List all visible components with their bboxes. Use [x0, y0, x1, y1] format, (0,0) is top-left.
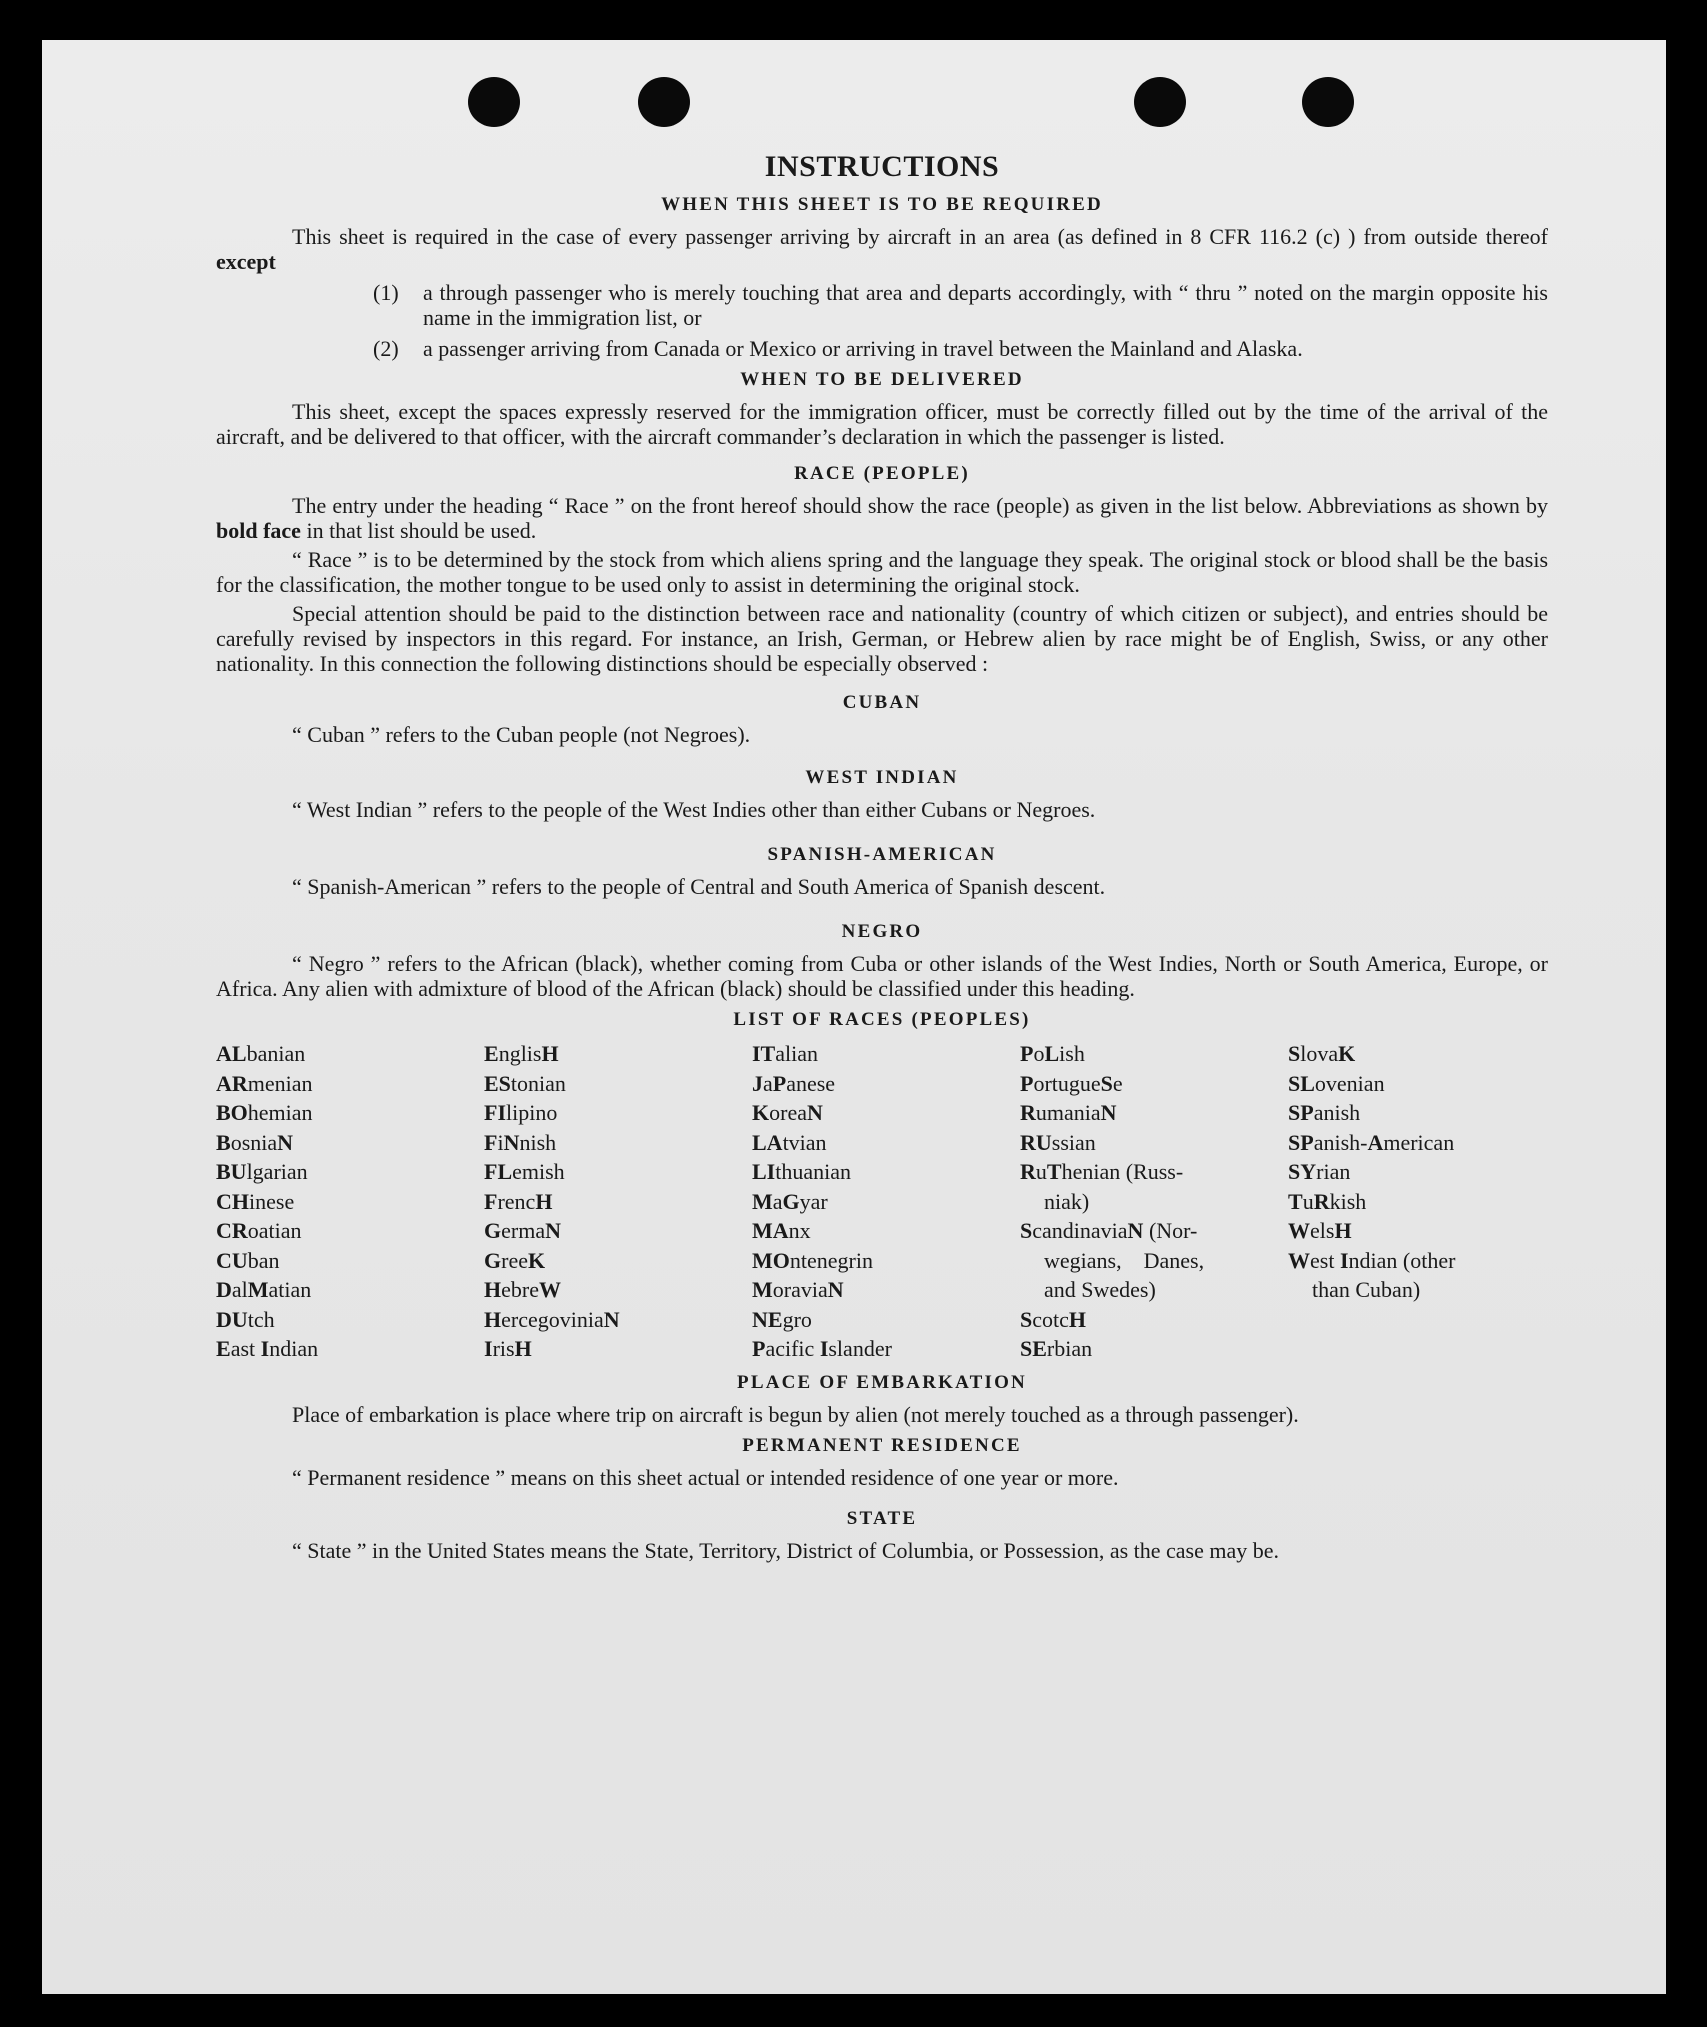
race-item: BOhemian [216, 1100, 313, 1125]
race-column [1288, 1039, 1548, 1364]
race-item: DalMatian [216, 1277, 312, 1302]
punch-hole [468, 77, 520, 127]
race-item: PoLish [1020, 1041, 1085, 1066]
race-item: FLemish [484, 1159, 565, 1184]
race-item: East Indian [216, 1336, 319, 1361]
embarkation-paragraph: Place of embarkation is place where trip on aircraft is begun by alien (not merely touched as a through passenger). [292, 1401, 1299, 1427]
race-item: HercegoviniaN [484, 1306, 620, 1332]
race-item: WelsH [1288, 1218, 1352, 1243]
race-text-a: The entry under the heading “ Race ” on the front hereof should show the race (people) as given in the list below. Abbreviations as shown by [292, 493, 1548, 518]
exception-text: a passenger arriving from Canada or Mexico or arriving in travel between the Mainland and Alaska. [423, 336, 1303, 361]
exception-text: a through passenger who is merely touching that area and departs accordingly, with “ thru ” noted on the margin opposite his name in the immigration list, or [423, 280, 1548, 330]
punch-hole [1302, 77, 1354, 127]
state-paragraph: “ State ” in the United States means the State, Territory, District of Columbia, or Possession, as the case may be. [292, 1537, 1280, 1563]
race-column [752, 1039, 1020, 1364]
race-list [216, 1039, 1548, 1364]
exception-item [373, 280, 1548, 330]
race-item: BosniaN [216, 1129, 294, 1155]
race-item: SPanish [1288, 1100, 1361, 1125]
race-item: ScandinaviaN (Nor- wegians, Danes, and Swedes) [1020, 1218, 1205, 1302]
race-item: SlovaK [1288, 1041, 1356, 1066]
bold-face-text: bold face [216, 518, 301, 543]
race-item: Pacific Islander [752, 1336, 892, 1361]
residence-paragraph: “ Permanent residence ” means on this sheet actual or intended residence of one year or more. [292, 1464, 1119, 1490]
race-item: IrisH [484, 1336, 532, 1361]
race-item: EnglisH [484, 1041, 559, 1066]
race-paragraph-1 [216, 493, 1548, 543]
race-item: West Indian (other than Cuban) [1288, 1247, 1456, 1302]
race-item: ScotcH [1020, 1306, 1087, 1332]
race-item: GreeK [484, 1247, 546, 1273]
when-required-text: This sheet is required in the case of every passenger arriving by aircraft in an area (as defined in 8 CFR 116.2 (c) ) from outside thereof [292, 224, 1548, 249]
punch-hole [638, 77, 690, 127]
exception-number: (1) [373, 280, 399, 305]
section-heading-cuban: CUBAN [842, 692, 922, 713]
exception-number: (2) [373, 336, 399, 361]
race-item: MAnx [752, 1218, 811, 1243]
race-item: ALbanian [216, 1041, 306, 1066]
race-item: SErbian [1020, 1336, 1093, 1361]
race-item: HebreW [484, 1277, 561, 1302]
race-column [1020, 1039, 1288, 1364]
page-title: INSTRUCTIONS [764, 150, 1000, 183]
race-item: MOntenegrin [752, 1247, 873, 1273]
when-required-paragraph [216, 224, 1548, 274]
instructions-content [216, 150, 1548, 1567]
race-item: EStonian [484, 1070, 566, 1096]
except-text: except [216, 249, 276, 274]
section-heading-negro: NEGRO [841, 921, 923, 942]
race-item: GermaN [484, 1218, 561, 1243]
race-item: PortugueSe [1020, 1070, 1123, 1096]
race-item: MaGyar [752, 1188, 828, 1214]
race-item: SLovenian [1288, 1070, 1385, 1096]
race-column [484, 1039, 752, 1364]
race-item: FiNnish [484, 1129, 557, 1155]
race-item: SYrian [1288, 1159, 1351, 1184]
race-item: MoraviaN [752, 1277, 844, 1302]
race-item: FIlipino [484, 1100, 558, 1125]
spanish-american-paragraph: “ Spanish-American ” refers to the people of Central and South America of Spanish descent. [292, 874, 1106, 899]
document-sheet [42, 40, 1666, 1994]
section-heading-when-delivered: WHEN TO BE DELIVERED [740, 369, 1024, 390]
negro-paragraph: “ Negro ” refers to the African (black), whether coming from Cuba or other islands of the West Indies, North or South America, Europe, or Africa. Any alien with admixture of blood of the African (black) should be classified under this heading. [216, 951, 1548, 1001]
race-item: DUtch [216, 1306, 275, 1332]
race-item: SPanish-American [1288, 1129, 1455, 1155]
section-heading-when-required: WHEN THIS SHEET IS TO BE REQUIRED [661, 194, 1103, 215]
race-item: CRoatian [216, 1218, 302, 1243]
race-item: JaPanese [752, 1070, 836, 1096]
race-text-c: in that list should be used. [300, 518, 537, 543]
race-item: RuThenian (Russ- niak) [1020, 1159, 1184, 1214]
section-heading-list-of-races: LIST OF RACES (PEOPLES) [733, 1009, 1031, 1030]
race-item: BUlgarian [216, 1159, 308, 1184]
race-item: LIthuanian [752, 1159, 852, 1184]
section-heading-state: STATE [846, 1507, 918, 1529]
race-item: FrencH [484, 1188, 553, 1214]
race-item: TuRkish [1288, 1188, 1367, 1214]
section-heading-spanish-american: SPANISH-AMERICAN [767, 844, 997, 865]
section-heading-residence: PERMANENT RESIDENCE [742, 1434, 1022, 1456]
race-item: CHinese [216, 1188, 295, 1214]
race-item: RUssian [1020, 1129, 1096, 1155]
race-paragraph-3: Special attention should be paid to the distinction between race and nationality (country of which citizen or subject), and entries should be carefully revised by inspectors in this regard. For instance, an Irish, German, or Hebrew alien by race might be of English, Swiss, or any other nationality. In this connection the following distinctions should be especially observed : [216, 601, 1548, 676]
section-heading-race: RACE (PEOPLE) [794, 463, 970, 484]
race-item: NEgro [752, 1306, 812, 1332]
race-item: RumaniaN [1020, 1100, 1117, 1125]
cuban-paragraph: “ Cuban ” refers to the Cuban people (not Negroes). [292, 722, 751, 747]
race-item: CUban [216, 1247, 280, 1273]
when-delivered-paragraph: This sheet, except the spaces expressly reserved for the immigration officer, must be correctly filled out by the time of the arrival of the aircraft, and be delivered to that officer, with the aircraft commander’s declaration in which the passenger is listed. [216, 399, 1548, 449]
exception-item [373, 336, 1548, 361]
race-item: KoreaN [752, 1100, 823, 1125]
section-heading-embarkation: PLACE OF EMBARKATION [737, 1371, 1027, 1393]
race-paragraph-2: “ Race ” is to be determined by the stock from which aliens spring and the language they speak. The original stock or blood shall be the basis for the classification, the mother tongue to be used only to assist in determining the original stock. [216, 547, 1548, 597]
race-column [216, 1039, 484, 1364]
race-item: ITalian [752, 1041, 819, 1066]
race-item: ARmenian [216, 1070, 313, 1096]
punch-hole [1134, 77, 1186, 127]
race-item: LAtvian [752, 1129, 827, 1155]
section-heading-west-indian: WEST INDIAN [805, 767, 959, 788]
west-indian-paragraph: “ West Indian ” refers to the people of the West Indies other than either Cubans or Negroes. [292, 797, 1096, 822]
